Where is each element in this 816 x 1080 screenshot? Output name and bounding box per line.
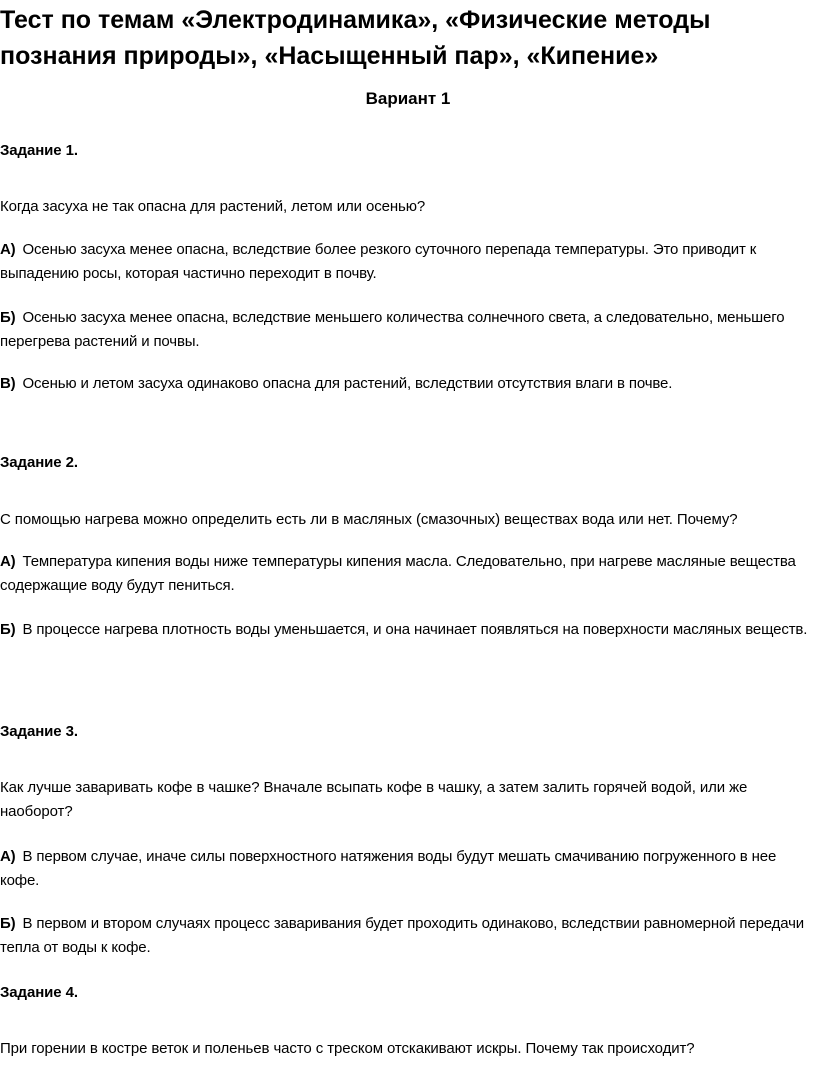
- task-4-heading: Задание 4.: [0, 984, 78, 1001]
- task-2-answer-b: [0, 618, 816, 642]
- task-2-heading: Задание 2.: [0, 454, 78, 471]
- task-3-answer-b: [0, 912, 816, 960]
- answer-letter: В): [0, 375, 16, 392]
- answer-text: Температура кипения воды ниже температуры кипения масла. Следовательно, при нагреве масляные вещества содержащие воду будут пениться.: [0, 553, 796, 594]
- answer-letter: А): [0, 553, 16, 570]
- task-1-answer-c: [0, 372, 816, 396]
- answer-letter: Б): [0, 309, 16, 326]
- task-3-answer-a: [0, 845, 816, 893]
- task-1-answer-b: [0, 306, 816, 354]
- task-3-heading: Задание 3.: [0, 723, 78, 740]
- document-title: Тест по темам «Электродинамика», «Физические методы познания природы», «Насыщенный пар», «Кипение»: [0, 6, 711, 70]
- answer-letter: А): [0, 848, 16, 865]
- task-1-answer-a: [0, 238, 816, 286]
- answer-text: В первом и втором случаях процесс заваривания будет проходить одинаково, вследствии равномерной передачи тепла от воды к кофе.: [0, 915, 804, 956]
- task-4-question: При горении в костре веток и поленьев часто с треском отскакивают искры. Почему так происходит?: [0, 1040, 695, 1057]
- task-3-question: Как лучше заваривать кофе в чашке? Вначале всыпать кофе в чашку, а затем залить горячей водой, или же наоборот?: [0, 779, 748, 820]
- task-2-question: С помощью нагрева можно определить есть ли в масляных (смазочных) веществах вода или нет. Почему?: [0, 511, 738, 528]
- answer-text: Осенью засуха менее опасна, вследствие более резкого суточного перепада температуры. Это приводит к выпадению росы, которая частично переходит в почву.: [0, 241, 757, 282]
- task-2-answer-a: [0, 550, 816, 598]
- task-1-question: Когда засуха не так опасна для растений, летом или осенью?: [0, 198, 426, 215]
- answer-text: В первом случае, иначе силы поверхностного натяжения воды будут мешать смачиванию погруженного в нее кофе.: [0, 848, 777, 889]
- answer-text: В процессе нагрева плотность воды уменьшается, и она начинает появляться на поверхности масляных веществ.: [22, 621, 808, 638]
- answer-text: Осенью и летом засуха одинаково опасна для растений, вследствии отсутствия влаги в почве.: [22, 375, 673, 392]
- variant-heading: Вариант 1: [365, 89, 451, 108]
- answer-letter: Б): [0, 621, 16, 638]
- answer-letter: Б): [0, 915, 16, 932]
- task-1-heading: Задание 1.: [0, 142, 78, 159]
- answer-letter: А): [0, 241, 16, 258]
- answer-text: Осенью засуха менее опасна, вследствие меньшего количества солнечного света, а следовательно, меньшего перегрева растений и почвы.: [0, 309, 785, 350]
